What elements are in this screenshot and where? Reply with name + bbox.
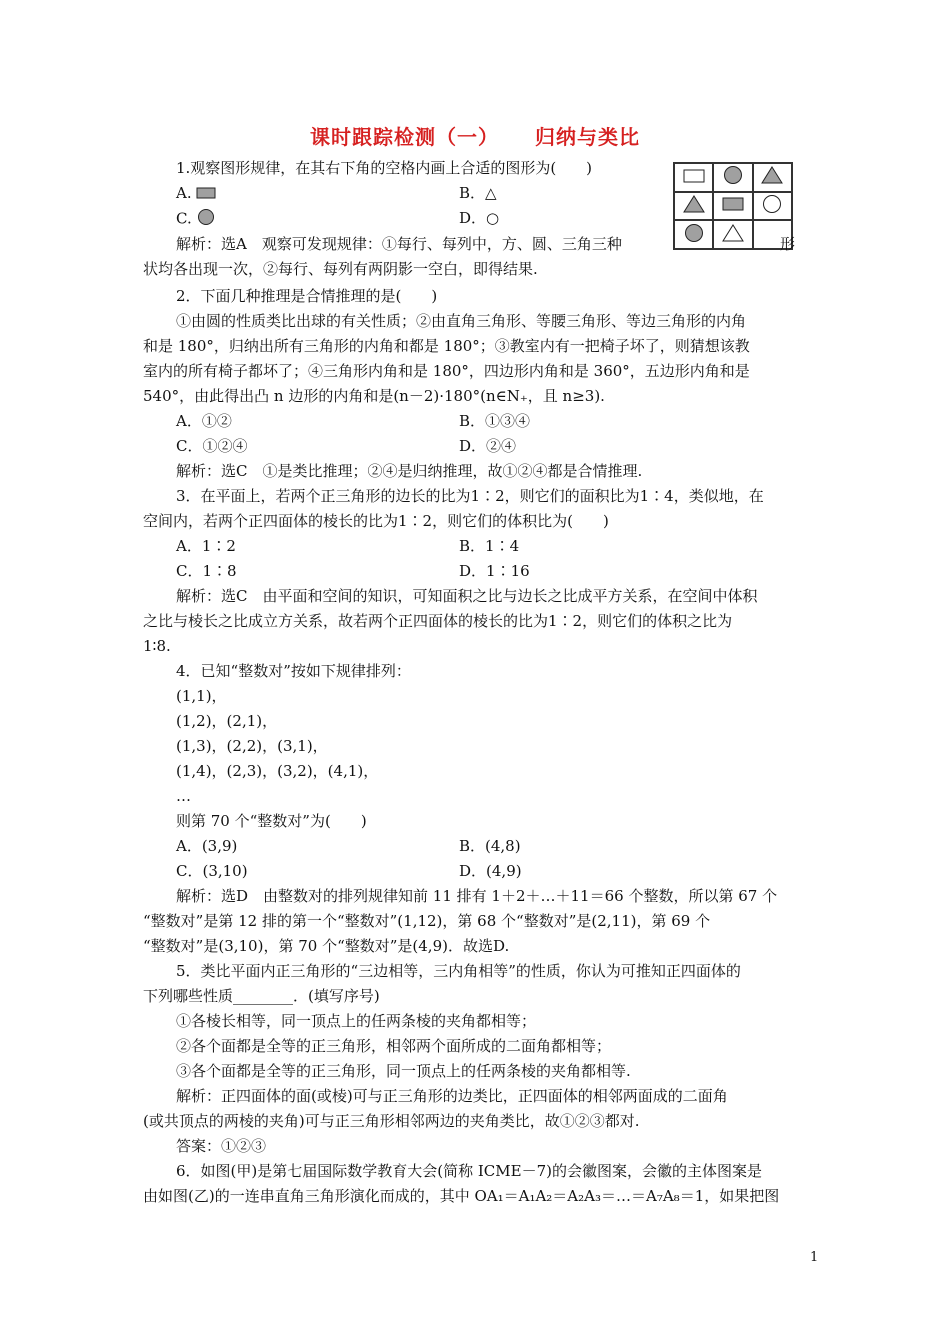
q3-solution-line3: 1∶8. <box>143 637 171 655</box>
q4-question: 则第 70 个“整数对”为( ) <box>176 812 367 830</box>
title-main: 课时跟踪检测（一） <box>310 125 499 149</box>
title-topic: 归纳与类比 <box>535 125 640 149</box>
q4-solution-line1: 解析：选D 由整数对的排列规律知前 11 排有 1＋2＋…＋11＝66 个整数，所以第 67 个 <box>176 887 778 905</box>
rectangle-icon <box>683 168 705 187</box>
q4-ellipsis: … <box>176 787 191 805</box>
q4-row4: (1,4)，(2,3)，(3,2)，(4,1)， <box>176 762 379 780</box>
q3-text-line2: 空间内，若两个正四面体的棱长的比为1∶2，则它们的体积比为( ) <box>143 512 609 530</box>
q3-option-a: A．1∶2 <box>176 537 236 555</box>
q1-option-c <box>176 208 215 231</box>
q2-text-line1: ①由圆的性质类比出球的有关性质；②由直角三角形、等腰三角形、等边三角形的内角 <box>176 312 747 330</box>
q4-option-b: B．(4,8) <box>459 837 521 855</box>
grid-cell <box>674 192 713 221</box>
q4-row3: (1,3)，(2,2)，(3,1)， <box>176 737 328 755</box>
grid-cell <box>713 220 752 249</box>
grid-cell <box>753 192 792 221</box>
gray-rectangle-icon <box>196 184 216 204</box>
circle-icon <box>762 194 782 218</box>
q1-option-c-label: C. <box>176 209 192 228</box>
gray-circle-icon <box>197 208 215 231</box>
q4-solution-line3: “整数对”是(3,10)，第 70 个“整数对”是(4,9)．故选D. <box>143 937 510 955</box>
circle-icon <box>723 165 743 189</box>
grid-cell <box>753 163 792 192</box>
pattern-grid <box>673 162 793 250</box>
q6-text-line1: 6．如图(甲)是第七届国际数学教育大会(简称 ICME－7)的会徽图案，会徽的主体图案是 <box>176 1162 762 1180</box>
q1-solution-tail: 形 <box>780 235 796 253</box>
q1-stem: 1.观察图形规律，在其右下角的空格内画上合适的图形为( ) <box>176 159 593 177</box>
q5-solution-line2: (或共顶点的两棱的夹角)可与正三角形相邻两边的夹角类比，故①②③都对. <box>143 1112 640 1130</box>
q2-solution: 解析：选C ①是类比推理；②④是归纳推理，故①②④都是合情推理. <box>176 462 643 480</box>
q3-solution-line1: 解析：选C 由平面和空间的知识，可知面积之比与边长之比成平方关系，在空间中体积 <box>176 587 758 605</box>
grid-cell <box>713 192 752 221</box>
q4-solution-line2: “整数对”是第 12 排的第一个“整数对”(1,12)，第 68 个“整数对”是(2,11)，第 69 个 <box>143 912 711 930</box>
q2-option-c: C．①②④ <box>176 437 248 455</box>
q3-solution-line2: 之比与棱长之比成立方关系，故若两个正四面体的棱长的比为1∶2，则它们的体积之比为 <box>143 612 733 630</box>
q5-choice1: ①各棱长相等，同一顶点上的任两条棱的夹角都相等； <box>176 1012 537 1030</box>
grid-cell <box>713 163 752 192</box>
circle-icon <box>684 223 704 247</box>
page-number: 1 <box>810 1250 819 1265</box>
grid-cell <box>674 220 713 249</box>
q3-text-line1: 3．在平面上，若两个正三角形的边长的比为1∶2，则它们的面积比为1∶4，类似地，在 <box>176 487 764 505</box>
q1-option-a <box>176 183 216 204</box>
page-title <box>0 121 950 150</box>
q5-text-line1: 5．类比平面内正三角形的“三边相等，三内角相等”的性质，你认为可推知正四面体的 <box>176 962 741 980</box>
q2-option-a: A．①② <box>176 412 232 430</box>
q2-option-b: B．①③④ <box>459 412 531 430</box>
q2-text-line3: 室内的所有椅子都坏了；④三角形内角和是 180°，四边形内角和是 360°，五边形内角和是 <box>143 362 750 380</box>
q1-option-a-label: A. <box>176 184 192 202</box>
q1-solution-line2: 状均各出现一次，②每行、每列有两阴影一空白，即得结果. <box>143 260 538 278</box>
q4-stem: 4．已知“整数对”按如下规律排列： <box>176 662 411 680</box>
rectangle-icon <box>722 196 744 215</box>
q5-choice3: ③各个面都是全等的正三角形，同一顶点上的任两条棱的夹角都相等. <box>176 1062 631 1080</box>
q1-solution-line1: 解析：选A 观察可发现规律：①每行、每列中，方、圆、三角三种 <box>176 235 622 253</box>
q2-text-line4: 540°，由此得出凸 n 边形的内角和是(n－2)·180°(n∈N₊，且 n≥3). <box>143 387 605 405</box>
grid-cell <box>674 163 713 192</box>
q4-option-d: D．(4,9) <box>459 862 522 880</box>
q1-option-d: D．○ <box>459 209 500 227</box>
q2-stem: 2．下面几种推理是合情推理的是( ) <box>176 287 438 305</box>
q6-text-line2: 由如图(乙)的一连串直角三角形演化而成的，其中 OA₁＝A₁A₂＝A₂A₃＝…＝A₇A₈＝1，如果把图 <box>143 1187 780 1205</box>
q1-option-b: B．△ <box>459 184 497 202</box>
q2-option-d: D．②④ <box>459 437 517 455</box>
triangle-icon <box>761 166 783 188</box>
q5-answer: 答案：①②③ <box>176 1137 267 1155</box>
q4-option-a: A．(3,9) <box>176 837 238 855</box>
q5-solution-line1: 解析：正四面体的面(或棱)可与正三角形的边类比，正四面体的相邻两面成的二面角 <box>176 1087 728 1105</box>
q5-text-line2: 下列哪些性质________．(填写序号) <box>143 987 380 1005</box>
q5-choice2: ②各个面都是全等的正三角形，相邻两个面所成的二面角都相等； <box>176 1037 612 1055</box>
q3-option-c: C．1∶8 <box>176 562 237 580</box>
q4-row1: (1,1)， <box>176 687 227 705</box>
q2-text-line2: 和是 180°，归纳出所有三角形的内角和都是 180°；③教室内有一把椅子坏了，则猜想该教 <box>143 337 750 355</box>
q4-option-c: C．(3,10) <box>176 862 248 880</box>
q3-option-b: B．1∶4 <box>459 537 520 555</box>
q4-row2: (1,2)，(2,1)， <box>176 712 278 730</box>
q3-option-d: D．1∶16 <box>459 562 530 580</box>
triangle-icon <box>722 224 744 246</box>
triangle-icon <box>683 195 705 217</box>
